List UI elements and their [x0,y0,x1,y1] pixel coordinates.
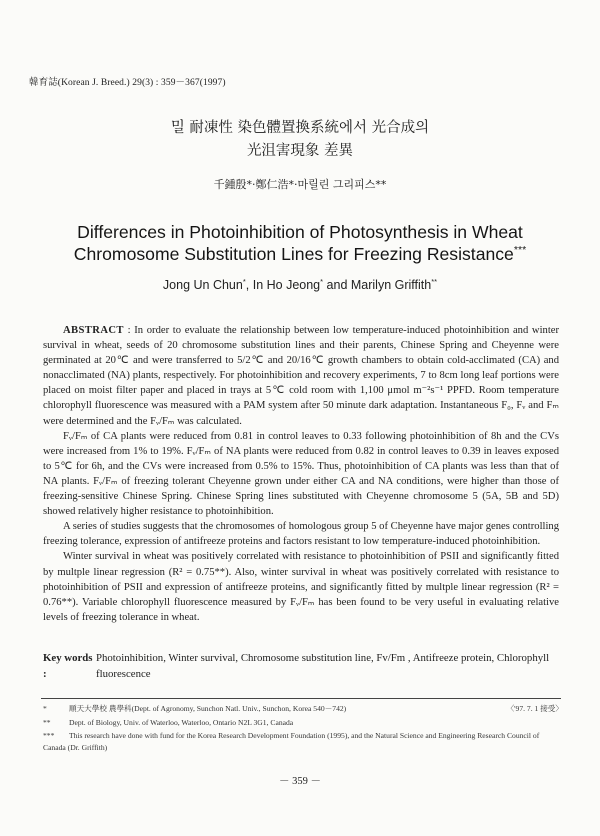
keywords-text: Photoinhibition, Winter survival, Chromosome substitution line, Fv/Fm , Antifreeze protein, Chlorophyll fluorescence [96,652,550,680]
author-separator-2: and [323,278,351,292]
page-number: － 359 － [279,776,321,787]
abstract-colon: : [123,325,135,336]
keywords [43,650,563,682]
author-griffith: Marilyn Griffith [350,278,432,292]
abstract [43,323,559,625]
english-title-line1: Differences in Photoinhibition of Photosynthesis in Wheat [77,222,523,242]
title-footnote-mark: *** [513,244,527,257]
author-chun: Jong Un Chun [162,278,243,292]
footnote-2-mark: ** [43,718,51,727]
journal-header: 韓育誌(Korean J. Breed.) 29(3) : 359－367(1997) [29,78,226,88]
footnote-3 [43,730,563,753]
english-title-line2-text: Chromosome Substitution Lines for Freezing Resistance [73,244,514,264]
korean-title-line2: 光沮害現象 差異 [246,143,354,159]
footnote-1 [43,703,563,715]
author-separator-1: , [245,278,253,292]
footnote-divider [41,698,561,699]
footnote-2 [43,717,563,729]
footnote-1-text: 順天大學校 農學科(Dept. of Agronomy, Sunchon Natl. Univ., Sunchon, Korea 540－742) [69,704,347,713]
footnote-3-mark: *** [43,731,55,740]
footnote-2-text: Dept. of Biology, Univ. of Waterloo, Waterloo, Ontario N2L 3G1, Canada [69,718,294,727]
keywords-label: Key words : [43,652,93,680]
author-jeong-mark: * [320,276,324,286]
english-title-line2 [0,243,600,265]
korean-title-line1: 밀 耐凍性 染色體置換系統에서 光合成의 [170,120,430,136]
footnote-3-text: This research have done with fund for the Korea Research Development Foundation (1995), and the Natural Science and Engineering Research Council of Canada (Dr. Griffith) [43,731,540,752]
abstract-paragraph-1 [43,323,559,429]
received-date: 〈'97. 7. 1 接受〉 [506,704,563,713]
english-authors [0,278,600,292]
author-jeong: In Ho Jeong [252,278,321,292]
author-griffith-mark: ** [431,276,438,286]
abstract-paragraph-1-text: In order to evaluate the relationship between low temperature-induced photoinhibition and winter survival in wheat, seeds of 20 chromosome substitution lines and their parents, Chinese Spring and Cheyenne were germinated at 20℃ and were transferred to 5/2℃ and 20/16℃ growth chambers to obtain cold-acclimated (CA) and nonacclimated (NA) plants, respectively. For photoinhibition and recovery experiments, 7 to 8cm long leaf portions were placed on moist filter paper and placed in trays at 5℃ cold room with 1,100 μmol m⁻²s⁻¹ PPFD. Room temperature chlorophyll fluorescence was measured with a PAM system after 50 minute dark adaptation. Instantaneous F₀, Fᵥ and Fₘ were determined and the Fᵥ/Fₘ was calculated. [43,325,559,427]
footnote-1-mark: * [43,704,47,713]
abstract-label: ABSTRACT [63,325,124,336]
abstract-paragraph-4: Winter survival in wheat was positively correlated with resistance to photoinhibition of PSII and significantly fitted by multple linear regression (R² = 0.75**). Also, winter survival in wheat was positively correlated with resistance to photoinhibition of PSII and expression of antifreeze proteins, and significantly fitted by multple linear regression (R² = 0.76**). Variable chlorophyll fluorescence measured by Fᵥ/Fₘ has been found to be very useful in evaluating relative levels of freezing tolerance in wheat. [43,551,559,623]
author-chun-mark: * [242,276,246,286]
abstract-paragraph-2: Fᵥ/Fₘ of CA plants were reduced from 0.81 in control leaves to 0.33 following photoinhibition of 8h and the CVs were increased from 1% to 19%. Fᵥ/Fₘ of NA plants were reduced from 0.82 in control leaves to 0.39 in leaves exposed to 5℃ for 6h, and the CVs were increased from 0.5% to 15%. Thus, photoinhibition of CA plants was less than that of NA plants. Fᵥ/Fₘ of freezing tolerant Cheyenne grown under either CA and NA conditions, were higher than those of freezing-sensitive Chinese Spring. Chinese Spring lines substituted with Cheyenne chromosome 5 (5A, 5B and 5D) showed relatively higher resistance to photoinhibition. [43,430,559,518]
korean-authors: 千鍾殷*·鄭仁浩*·마릴린 그리피스** [213,178,387,191]
abstract-paragraph-3: A series of studies suggests that the chromosomes of homologous group 5 of Cheyenne have major genes controlling freezing tolerance, expression of antifreeze proteins and factors resistant to low temperature-induced photoinhibition. [43,521,559,548]
